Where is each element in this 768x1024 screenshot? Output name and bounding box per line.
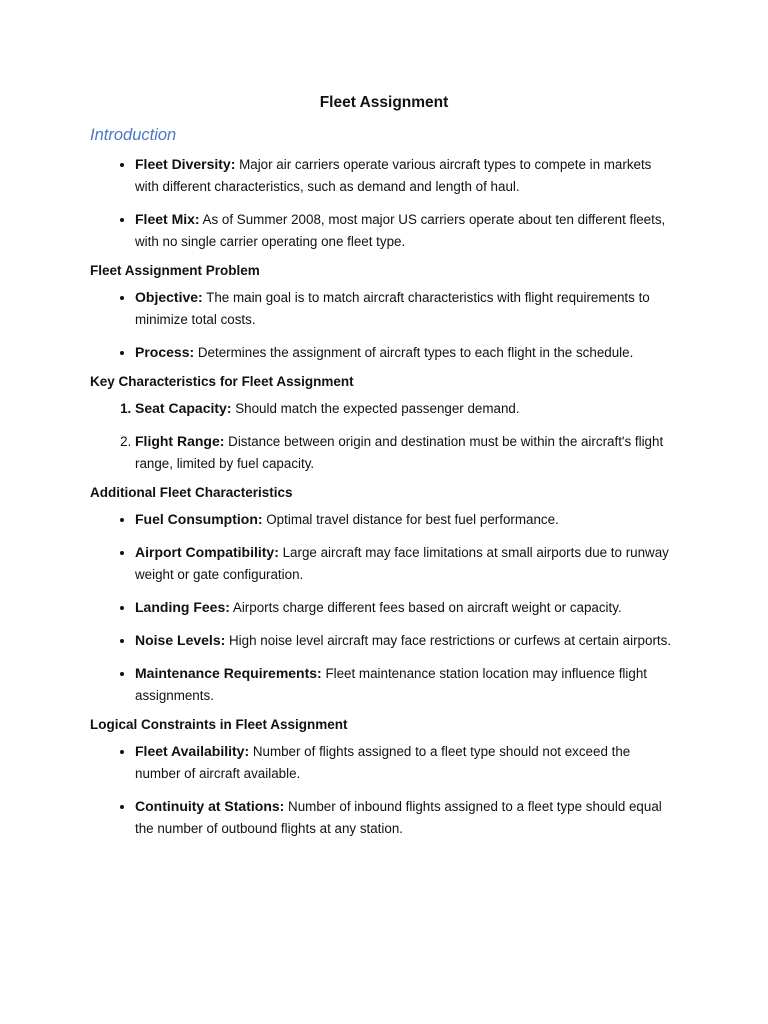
item-term: Fleet Mix: (135, 211, 200, 227)
item-term: Fleet Diversity: (135, 156, 236, 172)
item-text: Distance between origin and destination must be within the aircraft's flight range, limited by fuel capacity. (135, 434, 664, 471)
item-term: Flight Range: (135, 433, 225, 449)
item-text: Optimal travel distance for best fuel performance. (262, 512, 559, 527)
item-term: Process: (135, 344, 195, 360)
item-term: Fleet Availability: (135, 743, 250, 759)
item-text: Determines the assignment of aircraft types to each flight in the schedule. (194, 345, 634, 360)
item-term: Objective: (135, 289, 203, 305)
item-term: Noise Levels: (135, 632, 226, 648)
item-text: As of Summer 2008, most major US carriers operate about ten different fleets, with no single carrier operating one fleet type. (135, 212, 666, 249)
logical-constraints-heading: Logical Constraints in Fleet Assignment (90, 717, 348, 732)
key-characteristics-heading: Key Characteristics for Fleet Assignment (90, 374, 354, 389)
list-item (135, 795, 678, 840)
item-text: Should match the expected passenger demand. (231, 401, 520, 416)
item-text: Fleet maintenance station location may influence flight assignments. (135, 666, 647, 703)
item-text: Number of inbound flights assigned to a fleet type should equal the number of outbound flights at any station. (135, 799, 662, 836)
introduction-list (90, 153, 678, 253)
item-term: Continuity at Stations: (135, 798, 285, 814)
list-item (135, 662, 678, 707)
list-item (135, 286, 678, 331)
item-term: Seat Capacity: (135, 400, 232, 416)
introduction-heading: Introduction (90, 126, 177, 144)
additional-characteristics-list (90, 508, 678, 707)
item-text: Large aircraft may face limitations at small airports due to runway weight or gate configuration. (135, 545, 669, 582)
item-term: Maintenance Requirements: (135, 665, 322, 681)
list-item (135, 341, 678, 364)
item-text: High noise level aircraft may face restrictions or curfews at certain airports. (225, 633, 672, 648)
item-text: Airports charge different fees based on aircraft weight or capacity. (229, 600, 622, 615)
list-item (135, 508, 678, 531)
list-item (135, 397, 678, 420)
item-term: Fuel Consumption: (135, 511, 263, 527)
problem-heading: Fleet Assignment Problem (90, 263, 260, 278)
list-item (135, 208, 678, 253)
additional-characteristics-heading: Additional Fleet Characteristics (90, 485, 293, 500)
item-text: Number of flights assigned to a fleet type should not exceed the number of aircraft available. (135, 744, 631, 781)
key-characteristics-list (90, 397, 678, 475)
item-term: Airport Compatibility: (135, 544, 279, 560)
item-term: Landing Fees: (135, 599, 230, 615)
list-item (135, 629, 678, 652)
list-item (135, 430, 678, 475)
list-item (135, 740, 678, 785)
document-title: Fleet Assignment (319, 94, 449, 111)
list-item (135, 153, 678, 198)
logical-constraints-list (90, 740, 678, 840)
list-item (135, 541, 678, 586)
problem-list (90, 286, 678, 364)
item-text: Major air carriers operate various aircraft types to compete in markets with different characteristics, such as demand and length of haul. (135, 157, 652, 194)
list-item (135, 596, 678, 619)
item-text: The main goal is to match aircraft characteristics with flight requirements to minimize total costs. (135, 290, 650, 327)
